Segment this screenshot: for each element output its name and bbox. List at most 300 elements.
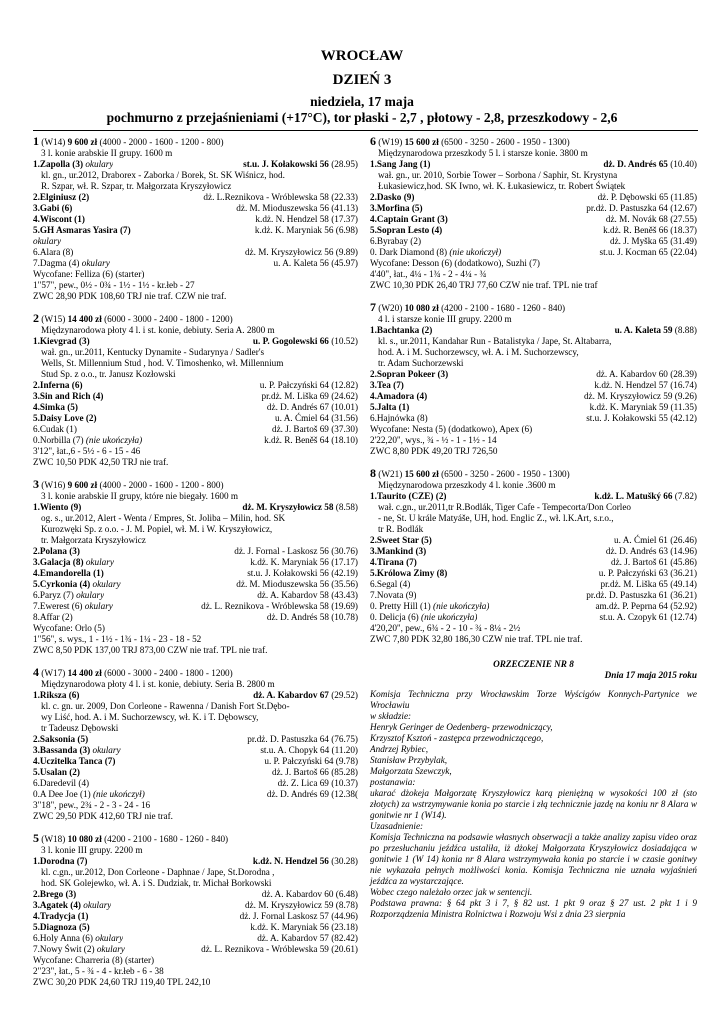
race-footer-line: ZWC 10,50 PDK 42,50 TRJ nie traf. <box>33 457 169 467</box>
placing-row <box>33 734 358 745</box>
jockey-info: k.dż. K. Maryniak 56 (6.98) <box>254 225 358 235</box>
jockey-info: dż. J. Bartoš 69 (37.30) <box>272 424 358 434</box>
placing-row <box>370 203 697 214</box>
jockey-info: pr.dż. D. Pastuszka 61 (36.21) <box>586 590 697 600</box>
race-block <box>33 667 358 822</box>
placing-row <box>33 568 358 579</box>
winner-name: 1.Dorodna (7) <box>33 856 88 866</box>
jockey-info: dż. D. Andrés 58 (10.78) <box>266 612 358 622</box>
placing-left <box>33 546 80 557</box>
placing-left <box>33 612 73 623</box>
placing-left <box>33 756 115 767</box>
winner-row <box>370 159 697 170</box>
placing-left <box>33 734 88 745</box>
placing-row <box>370 192 697 203</box>
winner-left <box>33 856 87 867</box>
horse-name: 0.A Dee Joe (1) <box>33 789 91 799</box>
jockey-info: dż. M. Kryszyłowicz 59 (8.78) <box>244 900 358 910</box>
placing-row <box>370 214 697 225</box>
jockey-info: u. P. Pałczyński 64 (12.82) <box>259 380 358 390</box>
winner-row <box>370 325 697 336</box>
page-date: niedziela, 17 maja <box>310 94 414 109</box>
placing-left <box>370 546 426 557</box>
race-prize-split: (4200 - 2100 - 1680 - 1260 - 840) <box>104 834 229 844</box>
decision-paragraph: Wobec czego należało orzec jak w sentencji. <box>370 887 533 897</box>
pedigree-line: kl. s., ur.2011, Kandahar Run - Batalistyka / Jape, St. Altabarra, <box>378 336 612 346</box>
jockey-info: pr.dż. D. Pastuszka 64 (12.67) <box>586 203 697 213</box>
race-header <box>33 313 358 325</box>
jockey-info: dż. A. Kabardov 58 (43.43) <box>257 590 358 600</box>
race-id: (W21) <box>378 469 403 479</box>
horse-modifier: okulary <box>90 745 121 755</box>
winner-row <box>33 336 358 347</box>
jockey-info: dż. J. Myška 65 (31.49) <box>609 236 697 246</box>
race-footer-line: 1"57", pew., 0½ - 0¾ - 1½ - 1½ - kr.łeb - 27 <box>33 280 195 290</box>
jockey-info: dż. A. Kabardov 57 (82.42) <box>257 933 358 943</box>
placing-row <box>33 900 358 911</box>
decision-paragraph: Stanisław Przybylak, <box>370 755 448 765</box>
race-block <box>370 136 697 291</box>
race-footer-line: Wycofane: Nesta (5) (dodatkowo), Apex (6) <box>370 424 533 434</box>
race-footer-line: ZWC 28,90 PDK 108,60 TRJ nie traf. CZW nie traf. <box>33 291 227 301</box>
pedigree-line: hod. A. i M. Suchorzewscy, wł. A. i M. Suchorzewscy, <box>378 347 579 357</box>
page-city-title: WROCŁAW <box>320 48 404 64</box>
winner-name: 1.Wiento (9) <box>33 502 82 512</box>
race-prize-split: (6000 - 3000 - 2400 - 1800 - 1200) <box>104 314 233 324</box>
placing-row <box>370 225 697 236</box>
winner-jockey: u. A. Kaleta 59 <box>614 325 673 335</box>
jockey-info: pr.dż. M. Liška 69 (24.62) <box>261 391 358 401</box>
placing-left <box>33 236 61 247</box>
pedigree-line: tr Tadeusz Dębowski <box>41 723 119 733</box>
jockey-info: k.dż. N. Hendzel 58 (17.37) <box>255 214 358 224</box>
placing-row <box>33 601 358 612</box>
placing-left <box>370 557 417 568</box>
horse-name: 2.Elginiusz (2) <box>33 192 90 202</box>
horse-name: 6.Cudak (1) <box>33 424 77 434</box>
horse-name: 2.Polana (3) <box>33 546 80 556</box>
placing-row <box>33 380 358 391</box>
placing-row <box>370 557 697 568</box>
placing-left <box>370 413 428 424</box>
winner-right <box>239 159 358 170</box>
pedigree-line: Łukasiewicz,hod. SK Iwno, wł. K. Łukasiewicz, tr. Robert Świątek <box>378 181 626 191</box>
race-description: 3 l. konie arabskie II grupy, które nie biegały. 1600 m <box>41 491 239 501</box>
pedigree-line: wał. gn., ur.2011, Kentucky Dynamite - Sudarynya / Sadler's <box>41 347 265 357</box>
winner-odds: (28.95) <box>328 159 358 169</box>
placing-row <box>33 557 358 568</box>
horse-modifier: okulary <box>82 601 113 611</box>
placing-row <box>33 579 358 590</box>
jockey-info: dż. M. Mioduszewska 56 (41.13) <box>236 203 358 213</box>
race-footer-line: ZWC 29,50 PDK 412,60 TRJ nie traf. <box>33 811 173 821</box>
placing-left <box>33 192 89 203</box>
placing-left <box>33 214 85 225</box>
horse-name: 4.Amadora (4) <box>370 391 428 401</box>
pedigree-line: - ne, St. U krále Matyáše, UH, hod. Englic Z., wł. l.K.Art, s.r.o., <box>378 513 614 523</box>
race-header <box>33 667 358 679</box>
race-header <box>370 302 697 314</box>
page-conditions: pochmurno z przejaśnieniami (+17°C), tor płaski - 2,7 , płotowy - 2,8, przeszkodowy - 2,6 <box>106 110 618 125</box>
placing-row <box>370 380 697 391</box>
placing-left <box>370 391 427 402</box>
horse-name: 2.Saksonia (5) <box>33 734 89 744</box>
horse-name: 5.GH Asmaras Yasira (7) <box>33 225 131 235</box>
race-id: (W15) <box>41 314 66 324</box>
jockey-info: st.u. J. Kołakowski 55 (42.12) <box>586 413 697 423</box>
race-header <box>33 833 358 845</box>
horse-name: 5.Daisy Love (2) <box>33 413 97 423</box>
horse-name: 7.Ewerest (6) <box>33 601 83 611</box>
horse-modifier: (nie ukończyła) <box>83 435 143 445</box>
race-footer-line: 4'20,20", pew., 6¾ - 2 - 10 - ¾ - 8¼ - 2½ <box>370 623 521 633</box>
jockey-info: pr.dż. M. Liška 65 (49.14) <box>600 579 697 589</box>
right-column <box>370 136 697 920</box>
placing-row <box>33 922 358 933</box>
pedigree-line: Kurozwęki Sp. z o.o. - J. M. Popiel, wł. M. i W. Kryszyłowicz, <box>41 524 273 534</box>
winner-row <box>33 856 358 867</box>
pedigree-line: tr. Małgorzata Kryszyłowicz <box>41 535 146 545</box>
placing-left <box>33 380 83 391</box>
horse-name: 0. Dark Diamond (8) <box>370 247 448 257</box>
jockey-info: dż. A. Kabardov 60 (6.48) <box>261 889 358 899</box>
placing-left <box>33 402 78 413</box>
race-description: Międzynarodowa przeszkody 5 l. i starsze konie. 3800 m <box>378 148 588 158</box>
jockey-info: dż. M. Kryszyłowicz 56 (9.89) <box>244 247 358 257</box>
placing-row <box>33 391 358 402</box>
placing-left <box>33 258 110 269</box>
race-footer-line: 3'12", łat.,6 - 5½ - 6 - 15 - 46 <box>33 446 141 456</box>
winner-name: 1.Zapolla (3) <box>33 159 84 169</box>
jockey-info: dż. L. Reznikova - Wróblewska 58 (19.69) <box>201 601 358 611</box>
placing-left <box>370 236 421 247</box>
horse-modifier: okulary <box>79 258 110 268</box>
race-header <box>370 468 697 480</box>
decision-paragraph: w składzie: <box>370 711 412 721</box>
race-block <box>33 833 358 988</box>
decision-paragraph: postanawia: <box>370 777 416 787</box>
placing-row <box>370 247 697 258</box>
placing-row <box>33 247 358 258</box>
decision-title: ORZECZENIE NR 8 <box>493 659 574 669</box>
horse-modifier: okulary <box>73 590 105 600</box>
race-footer-line: 2'22,20", wys., ¾ - ½ - 1 - 1½ - 14 <box>370 435 497 445</box>
jockey-info: dż. M. Mioduszewska 56 (35.56) <box>236 579 358 589</box>
jockey-info: dż. P. Dębowski 65 (11.85) <box>597 192 697 202</box>
race-number: 6 <box>370 134 376 148</box>
horse-name: 2.Sweet Star (5) <box>370 535 432 545</box>
race-prize-split: (4200 - 2100 - 1680 - 1260 - 840) <box>441 303 566 313</box>
placing-row <box>33 911 358 922</box>
jockey-info: k.dż. K. Maryniak 56 (23.18) <box>250 922 358 932</box>
horse-name: 4.Emandorella (1) <box>33 568 104 578</box>
winner-right <box>611 325 697 336</box>
placing-row <box>370 612 697 623</box>
winner-odds: (29.52) <box>328 690 358 700</box>
winner-row <box>33 690 358 701</box>
decision-paragraph: Henryk Geringer de Oedenberg- przewodniczący, <box>370 722 553 732</box>
placing-left <box>370 590 416 601</box>
race-prize: 14 400 zł <box>67 314 102 324</box>
placing-row <box>33 546 358 557</box>
winner-right <box>590 491 697 502</box>
horse-name: 6.Paryz (7) <box>33 590 74 600</box>
race-block <box>33 313 358 468</box>
placing-left <box>33 579 121 590</box>
race-footer-line: Wycofane: Felliza (6) (starter) <box>33 269 145 279</box>
jockey-info: st.u. A. Czopyk 61 (12.74) <box>599 612 697 622</box>
placing-row <box>370 601 697 612</box>
winner-right <box>249 856 358 867</box>
pedigree-line: hod. SK Golejewko, wł. A. i S. Dudziak, tr. Michał Borkowski <box>41 878 272 888</box>
horse-name: 4.Tradycja (1) <box>33 911 89 921</box>
placing-row <box>33 258 358 269</box>
placing-row <box>370 546 697 557</box>
placing-left <box>370 225 442 236</box>
winner-name: 1.Sang Jang (1) <box>370 159 431 169</box>
horse-name: 6.Daredevil (4) <box>33 778 90 788</box>
jockey-info: dż. L.Reznikova - Wróblewska 58 (22.33) <box>203 192 358 202</box>
horse-name: 2.Inferna (6) <box>33 380 83 390</box>
winner-jockey: k.dż. L. Matušký 66 <box>594 491 673 501</box>
placing-row <box>370 590 697 601</box>
jockey-info: k.dż. N. Hendzel 57 (16.74) <box>594 380 697 390</box>
horse-name: 6.Byrabay (2) <box>370 236 422 246</box>
placing-left <box>33 557 114 568</box>
placing-left <box>33 745 121 756</box>
race-header <box>370 136 697 148</box>
placing-left <box>33 424 77 435</box>
race-description: 3 l. konie III grupy. 2200 m <box>41 845 143 855</box>
pedigree-line: Stud Sp. z o.o., tr. Janusz Kozłowski <box>41 369 176 379</box>
winner-left <box>33 159 113 170</box>
placing-row <box>33 590 358 601</box>
winner-odds: (8.88) <box>672 325 697 335</box>
race-number: 2 <box>33 311 39 325</box>
race-id: (W20) <box>378 303 403 313</box>
placing-row <box>370 402 697 413</box>
winner-row <box>33 159 358 170</box>
decision-paragraph: Komisja Techniczna na podsawie własnych obserwacji a także analizy zapisu video oraz po przesłuchaniu jeźdźca ustaliła, iż dżokej Małgorzata Kryszyłowicz dosiadająca w gonitwie 1 (W 14) konia nr 8 Alara wstrzymywała konia po starcie i w czasie gonitwy nie wykazała pełnych możliwości konia. Komisja Techniczna nie uznała wyjaśnień jeźdźca za wystarczające. <box>370 832 697 886</box>
jockey-info: dż. J. Bartoš 61 (45.86) <box>611 557 697 567</box>
placing-left <box>33 590 104 601</box>
placing-row <box>33 944 358 955</box>
race-number: 5 <box>33 831 39 845</box>
horse-name: 3.Bassanda (3) <box>33 745 91 755</box>
placing-left <box>33 778 89 789</box>
race-id: (W14) <box>41 137 66 147</box>
jockey-info: am.dż. P. Peprna 64 (52.92) <box>595 601 697 611</box>
placing-row <box>33 612 358 623</box>
placing-row <box>33 789 358 800</box>
jockey-info: dż. M. Novák 68 (27.55) <box>605 214 697 224</box>
race-block <box>370 302 697 457</box>
horse-modifier: okulary <box>80 900 112 910</box>
winner-right <box>249 690 358 701</box>
race-prize: 15 600 zł <box>404 469 439 479</box>
race-footer-line: ZWC 8,50 PDK 137,00 TRJ 873,00 CZW nie traf. TPL nie traf. <box>33 645 268 655</box>
placing-row <box>370 236 697 247</box>
placing-left <box>370 535 432 546</box>
placing-row <box>33 756 358 767</box>
placing-row <box>33 435 358 446</box>
jockey-info: dż. Z. Lica 69 (10.37) <box>277 778 358 788</box>
placing-row <box>33 402 358 413</box>
decision-paragraph: Uzasadnienie: <box>370 821 424 831</box>
horse-name: 7.Novata (9) <box>370 590 417 600</box>
race-description: 4 l. i starsze konie III grupy. 2200 m <box>378 314 512 324</box>
race-id: (W16) <box>41 480 66 490</box>
decision-paragraph: Komisja Techniczna przy Wrocławskim Torze Wyścigów Konnych-Partynice we Wrocławiu <box>370 689 697 710</box>
placing-left <box>33 933 123 944</box>
jockey-info: k.dż. K. Maryniak 56 (17.17) <box>250 557 358 567</box>
jockey-info: pr.dż. D. Pastuszka 64 (76.75) <box>247 734 358 744</box>
race-block <box>370 468 697 645</box>
winner-left <box>370 325 432 336</box>
pedigree-line: kl. c.gn., ur.2012, Don Corleone - Daphnae / Jape, St.Dorodna , <box>41 867 275 877</box>
placing-row <box>33 225 358 236</box>
horse-name: 3.Gabi (6) <box>33 203 73 213</box>
placing-row <box>370 413 697 424</box>
horse-modifier: okulary <box>92 933 124 943</box>
horse-name: 0. Delicja (6) <box>370 612 419 622</box>
winner-jockey: dż. M. Kryszyłowicz 58 <box>242 502 334 512</box>
decision-paragraph: Andrzej Rybiec, <box>370 744 429 754</box>
placing-row <box>33 192 358 203</box>
horse-name: 2.Brego (3) <box>33 889 77 899</box>
horse-name: 5.Usalan (2) <box>33 767 80 777</box>
winner-odds: (10.52) <box>328 336 358 346</box>
jockey-info: dż. J. Fornal Laskosz 57 (44.96) <box>239 911 358 921</box>
horse-name: 3.Morfina (5) <box>370 203 423 213</box>
winner-modifier: okulary <box>83 159 114 169</box>
horse-name: 5.Sopran Lesto (4) <box>370 225 443 235</box>
jockey-info: dż. D. Andrés 69 (12.38( <box>266 789 358 799</box>
placing-row <box>370 579 697 590</box>
winner-left <box>33 690 79 701</box>
horse-name: 5.Królowa Zimy (8) <box>370 568 448 578</box>
jockey-info: dż. D. Andrés 63 (14.96) <box>605 546 697 556</box>
placing-left <box>33 247 73 258</box>
winner-right <box>238 502 358 513</box>
placing-left <box>33 900 111 911</box>
winner-name: 1.Taurito (CZE) (2) <box>370 491 447 501</box>
horse-name: 6.Holy Anna (6) <box>33 933 93 943</box>
placing-row <box>33 203 358 214</box>
placing-left <box>33 203 72 214</box>
decision-date: Dnia 17 maja 2015 roku <box>604 670 697 680</box>
race-footer-line: ZWC 30,20 PDK 24,60 TRJ 119,40 TPL 242,10 <box>33 977 211 987</box>
race-prize: 9 600 zł <box>67 137 98 147</box>
placing-left <box>370 203 423 214</box>
jockey-info: k.dż. R. Beněš 64 (18.10) <box>264 435 358 445</box>
jockey-info: dż. J. Bartoš 66 (85.28) <box>272 767 358 777</box>
decision-paragraph: Małgorzata Szewczyk, <box>370 766 452 776</box>
placing-left <box>370 247 501 258</box>
horse-name: 5.Cyrkonia (4) <box>33 579 91 589</box>
placing-left <box>370 192 414 203</box>
horse-name: 7.Nowy Świt (2) <box>33 944 95 954</box>
jockey-info: dż. D. Andrés 67 (10.01) <box>266 402 358 412</box>
race-footer-line: ZWC 10,30 PDK 26,40 TRJ 77,60 CZW nie traf. TPL nie traf <box>370 280 598 290</box>
race-footer-line: 4'40", łat., 4¼ - 1¾ - 2 - 4¼ - ¾ <box>370 269 487 279</box>
winner-left <box>370 491 446 502</box>
placing-left <box>370 568 447 579</box>
race-prize: 15 600 zł <box>404 137 439 147</box>
horse-modifier: okulary <box>94 944 125 954</box>
race-prize-split: (6500 - 3250 - 2600 - 1950 - 1300) <box>441 137 570 147</box>
horse-name: okulary <box>33 236 62 246</box>
placing-left <box>370 369 448 380</box>
winner-jockey: st.u. J. Kołakowski 56 <box>243 159 329 169</box>
race-number: 8 <box>370 466 376 480</box>
placing-left <box>33 601 113 612</box>
race-id: (W17) <box>41 668 66 678</box>
jockey-info: st.u. J. Kołakowski 56 (42.19) <box>247 568 358 578</box>
horse-name: 3.Sin and Rich (4) <box>33 391 104 401</box>
horse-name: 7.Dagma (4) <box>33 258 80 268</box>
horse-name: 2.Dasko (9) <box>370 192 415 202</box>
placing-row <box>33 424 358 435</box>
placing-row <box>33 745 358 756</box>
placing-left <box>370 214 448 225</box>
decision-paragraph: Podstawa prawna: § 64 pkt 3 i 7, § 82 ust. 1 pkt 9 oraz § 27 ust. 2 pkt 1 i 9 Rozporządzenia Ministra Rolnictwa i Rozwoju Wsi z dnia 23 sierpnia <box>370 898 697 919</box>
left-column <box>33 136 358 999</box>
jockey-info: k.dż. R. Beněš 66 (18.37) <box>603 225 697 235</box>
placing-left <box>33 435 142 446</box>
jockey-info: dż. L. Reznikova - Wróblewska 59 (20.61) <box>201 944 358 954</box>
jockey-info: u. P. Pałczyński 64 (9.78) <box>264 756 358 766</box>
winner-odds: (10.40) <box>667 159 697 169</box>
race-id: (W18) <box>41 834 66 844</box>
horse-name: 6.Segal (4) <box>370 579 411 589</box>
header-rule <box>33 130 698 131</box>
pedigree-line: kl. gn., ur.2012, Draborex - Zaborka / Borek, St. SK Wiśnicz, hod. <box>41 170 285 180</box>
horse-modifier: (nie ukończył) <box>447 247 502 257</box>
race-prize-split: (6500 - 3250 - 2600 - 1950 - 1300) <box>441 469 570 479</box>
horse-name: 5.Diagnoza (5) <box>33 922 90 932</box>
race-footer-line: 1"56", s. wys., 1 - 1½ - 1¾ - 1¼ - 23 - 18 - 52 <box>33 634 202 644</box>
race-description: Międzynarodowa płoty 4 l. i st. konie, debiuty. Seria B. 2800 m <box>41 679 275 689</box>
horse-name: 2.Sopran Pokeer (3) <box>370 369 449 379</box>
winner-row <box>33 502 358 513</box>
race-block <box>33 136 358 302</box>
placing-left <box>33 944 125 955</box>
race-prize-split: (6000 - 3000 - 2400 - 1800 - 1200) <box>104 668 233 678</box>
pedigree-line: tr R. Bodlák <box>378 524 424 534</box>
horse-name: 4.Wiscont (1) <box>33 214 85 224</box>
race-header <box>33 479 358 491</box>
race-number: 3 <box>33 477 39 491</box>
placing-left <box>33 413 97 424</box>
horse-name: 6.Hajnówka (8) <box>370 413 428 423</box>
winner-jockey: u. P. Gogolewski 66 <box>252 336 329 346</box>
placing-left <box>33 767 80 778</box>
race-prize: 14 400 zł <box>67 668 102 678</box>
horse-modifier: (nie ukończyła) <box>418 612 478 622</box>
placing-left <box>370 612 477 623</box>
horse-name: 4.Simka (5) <box>33 402 78 412</box>
horse-name: 3.Mankind (3) <box>370 546 427 556</box>
race-prize: 10 080 zł <box>404 303 439 313</box>
winner-jockey: k.dż. N. Hendzel 56 <box>252 856 329 866</box>
race-footer-line: ZWC 7,80 PDK 32,80 186,30 CZW nie traf. TPL nie traf. <box>370 634 583 644</box>
race-footer-line: ZWC 8,80 PDK 49,20 TRJ 726,50 <box>370 446 498 456</box>
jockey-info: k.dż. K. Maryniak 59 (11.35) <box>589 402 697 412</box>
placing-left <box>33 225 131 236</box>
winner-row <box>370 491 697 502</box>
horse-name: 4.Uczitelka Tanca (7) <box>33 756 116 766</box>
